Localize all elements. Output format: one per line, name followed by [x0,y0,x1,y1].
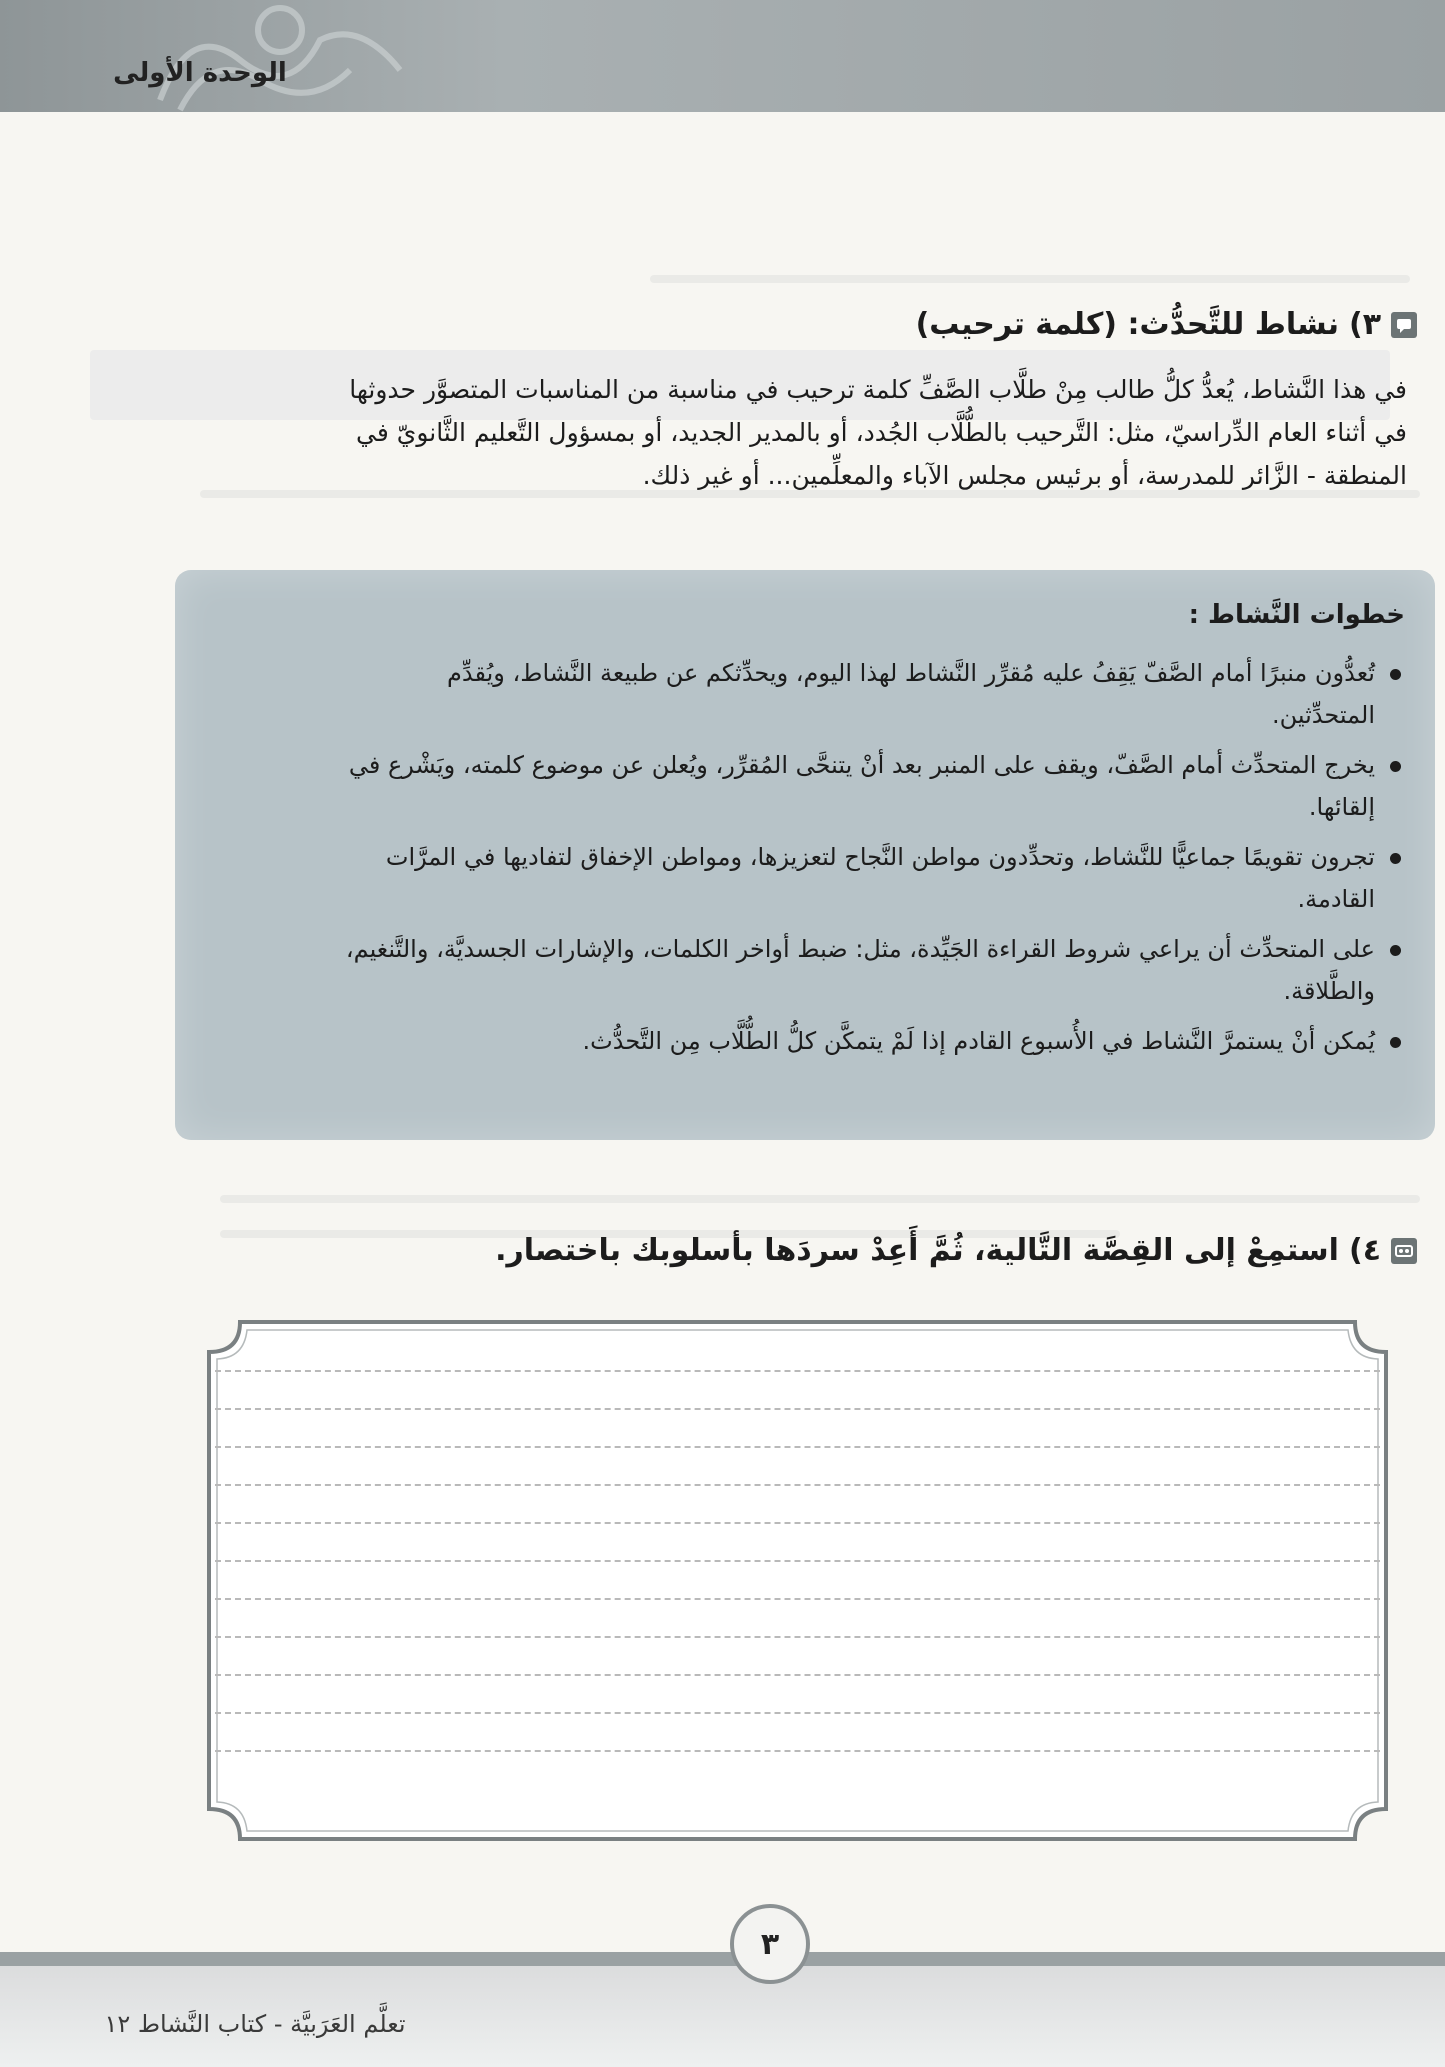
answer-line [215,1408,1380,1410]
answer-line [215,1674,1380,1676]
section3-title: نشاط للتَّحدُّث: (كلمة ترحيب) [915,307,1339,342]
step-text-continued: القادمة. [1297,885,1375,913]
step-text: تجرون تقويمًا جماعيًّا للنَّشاط، وتحدِّدون مواطن النَّجاح لتعزيزها، ومواطن الإخفاق لتفاديها في المرَّات [385,843,1375,871]
answer-line [215,1522,1380,1524]
section4-number: ٤) [1348,1233,1381,1268]
answer-line [215,1598,1380,1600]
book-title: تعلَّم العَرَبيَّة - كتاب النَّشاط ١٢ [104,2010,406,2038]
step-text-continued: المتحدِّثين. [1271,701,1375,729]
answer-line [215,1446,1380,1448]
section4-title: استمِعْ إلى القِصَّة التَّالية، ثُمَّ أَعِدْ سردَها بأسلوبك باختصار. [495,1233,1339,1268]
footer-strip [0,1952,1445,1966]
speaking-activity-icon [1391,312,1417,338]
step-text-continued: والطَّلاقة. [1283,977,1375,1005]
step-item [200,928,1405,1012]
bullet-icon [1390,1037,1401,1048]
answer-line [215,1750,1380,1752]
step-item [200,836,1405,920]
answer-line [215,1560,1380,1562]
answer-line [215,1712,1380,1714]
section3-number: ٣) [1348,307,1381,342]
bullet-icon [1390,945,1401,956]
page-number: ٣ [730,1904,810,1984]
answer-line [215,1484,1380,1486]
section4-heading [495,1233,1417,1268]
listening-audio-icon [1391,1238,1417,1264]
steps-title: خطوات النَّشاط : [1188,600,1405,630]
steps-list [200,652,1405,1070]
ornament-decoration-icon [150,0,410,112]
answer-frame [205,1318,1390,1843]
step-text-continued: إلقائها. [1308,793,1375,821]
step-text: تُعدُّون منبرًا أمام الصَّفّ يَقِفُ عليه مُقرِّر النَّشاط لهذا اليوم، ويحدِّثكم عن طبيعة النَّشاط، ويُقدِّم [447,659,1375,687]
paragraph-line: المنطقة - الزَّائر للمدرسة، أو برئيس مجلس الآباء والمعلِّمين... أو غير ذلك. [642,461,1407,490]
paragraph-line: في هذا النَّشاط، يُعدُّ كلُّ طالب مِنْ طلَّاب الصَّفِّ كلمة ترحيب في مناسبة من المناسبات المتصوَّر حدوثها [349,375,1407,404]
step-text: على المتحدِّث أن يراعي شروط القراءة الجَيِّدة، مثل: ضبط أواخر الكلمات، والإشارات الجسديَّة، والتَّنغيم، [345,935,1375,963]
step-item [200,652,1405,736]
unit-title: الوحدة الأولى [113,58,287,88]
paragraph-line: في أثناء العام الدِّراسيّ، مثل: التَّرحيب بالطُّلَّاب الجُدد، أو بالمدير الجديد، أو بمسؤول التَّعليم الثَّانويّ في [356,418,1407,447]
bullet-icon [1390,761,1401,772]
bullet-icon [1390,669,1401,680]
answer-line [215,1636,1380,1638]
step-text: يُمكن أنْ يستمرَّ النَّشاط في الأُسبوع القادم إذا لَمْ يتمكَّن كلُّ الطُّلَّاب مِن التَّحدُّث. [582,1027,1375,1055]
section3-heading [916,307,1417,342]
activity-steps-box [175,570,1435,1140]
step-text: يخرج المتحدِّث أمام الصَّفّ، ويقف على المنبر بعد أنْ يتنحَّى المُقرِّر، ويُعلن عن موضوع كلمته، ويَشْرع في [348,751,1375,779]
step-item [200,1020,1405,1062]
step-item [200,744,1405,828]
answer-line [215,1370,1380,1372]
section3-paragraph [117,368,1407,497]
bullet-icon [1390,853,1401,864]
